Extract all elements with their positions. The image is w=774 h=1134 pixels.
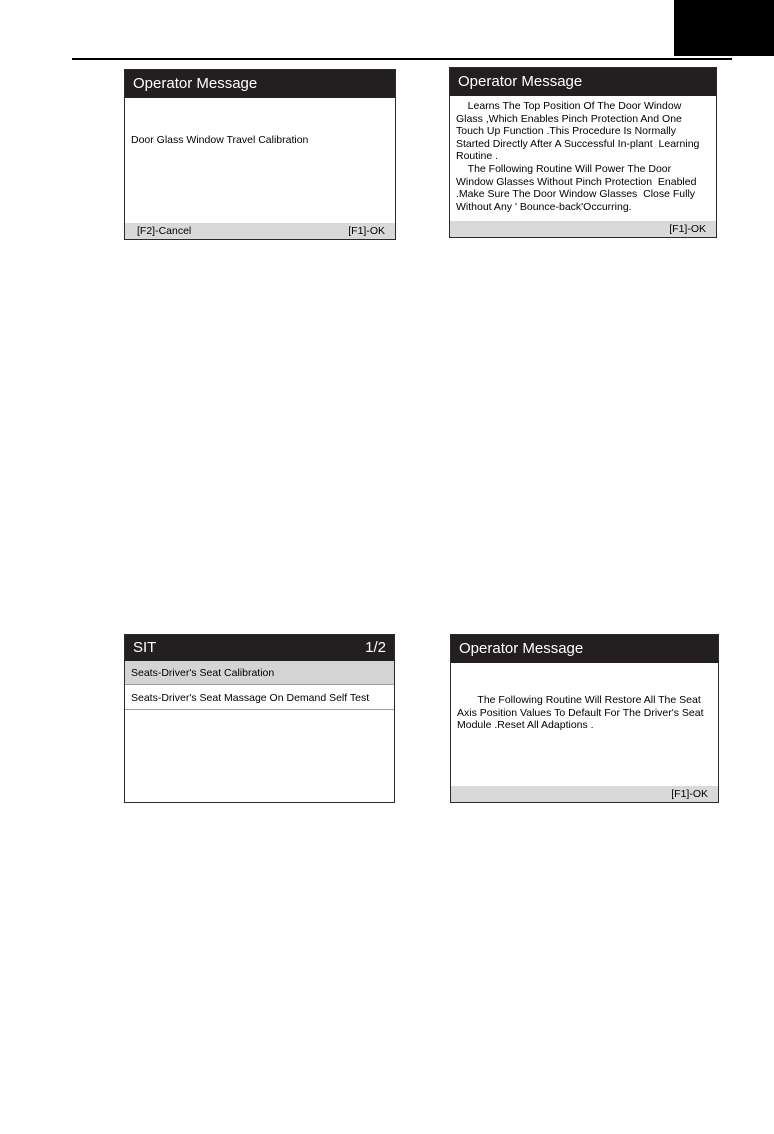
- screen-footer: [450, 221, 716, 237]
- ok-button[interactable]: [F1]-OK: [348, 225, 385, 237]
- screen-footer: [125, 223, 395, 239]
- chapter-tab: [674, 0, 774, 56]
- screen-title-bar: [450, 68, 716, 96]
- screen-title-bar: [125, 70, 395, 98]
- ok-button[interactable]: [F1]-OK: [671, 788, 708, 800]
- cancel-button[interactable]: [F2]-Cancel: [137, 225, 192, 237]
- operator-message-text: Door Glass Window Travel Calibration: [131, 134, 309, 146]
- header-rule: [72, 58, 732, 60]
- screen-title: Operator Message: [133, 75, 258, 92]
- operator-message-screen-4: [450, 634, 719, 803]
- page-indicator: 1/2: [365, 639, 386, 656]
- screen-title-bar: [125, 635, 394, 661]
- screen-title: Operator Message: [459, 640, 584, 657]
- sit-menu-screen: [124, 634, 395, 803]
- screen-title-bar: [451, 635, 718, 663]
- menu-item-label: Seats-Driver's Seat Massage On Demand Self Test: [131, 692, 370, 704]
- screen-footer: [451, 786, 718, 802]
- ok-button[interactable]: [F1]-OK: [669, 223, 706, 235]
- operator-message-screen-1: [124, 69, 396, 240]
- menu-item-seat-massage-self-test[interactable]: [125, 686, 394, 710]
- screen-title: Operator Message: [458, 73, 583, 90]
- operator-message-text: Learns The Top Position Of The Door Window Glass ,Which Enables Pinch Protection And One Touch Up Function .This Procedure Is Normally Started Directly After A Successful In-plant Learning Routine . The Following Routine Will Power The Door Window Glasses Without Pinch Protection Enabled .Make Sure The Door Window Glasses Close Fully Without Any ' Bounce-back'Occurring.: [456, 100, 700, 213]
- screen-title: SIT: [133, 639, 157, 656]
- operator-message-screen-2: [449, 67, 717, 238]
- menu-item-label: Seats-Driver's Seat Calibration: [131, 667, 275, 679]
- menu-item-seat-calibration[interactable]: [125, 661, 394, 685]
- operator-message-text: The Following Routine Will Restore All The Seat Axis Position Values To Default For The Driver's Seat Module .Reset All Adaptions .: [457, 694, 707, 732]
